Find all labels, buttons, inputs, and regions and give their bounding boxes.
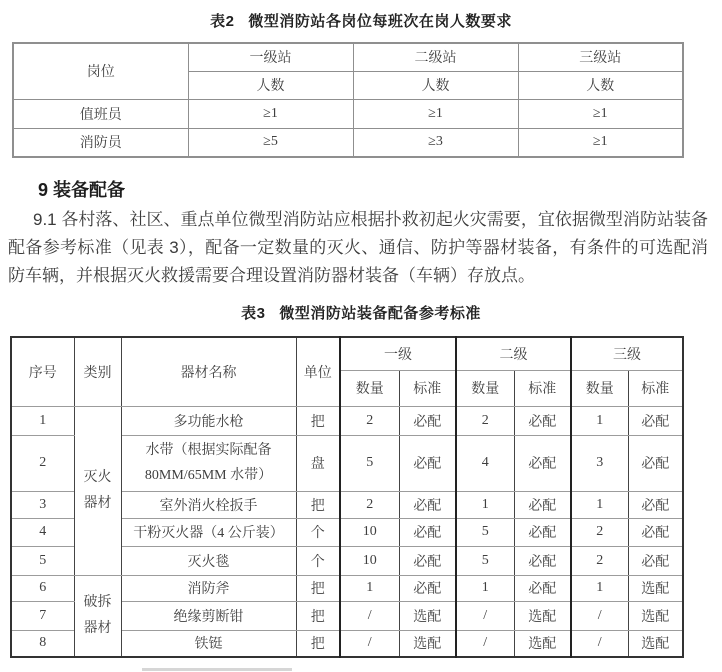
cell-post: 值班员 [13,99,188,128]
cell-category-firefighting [74,406,121,575]
header-cell-grade-3: 三级 [571,337,683,370]
header-cell-grade-2: 二级 [456,337,571,370]
cell-std: 必配 [399,491,456,518]
cell-unit: 个 [296,546,340,575]
header-cell-count: 人数 [353,71,518,99]
cell-qty: 2 [340,491,399,518]
cell-unit: 把 [296,601,340,630]
cell-std: 选配 [514,601,571,630]
cutoff-next-row-edge [142,668,292,671]
table3-title-text: 微型消防站装备配备参考标准 [279,305,481,322]
cell-qty: 5 [456,518,514,546]
header-cell-station-2: 二级站 [353,43,518,71]
cell-equipment-name: 多功能水枪 [121,406,296,435]
table2-row-firefighter [13,128,683,157]
equipment-name-line: 水带（根据实际配备 [145,443,272,458]
cell-qty: / [340,601,399,630]
cell-equipment-name: 绝缘剪断钳 [121,601,296,630]
cell-qty: / [571,601,628,630]
header-cell-station-3: 三级站 [518,43,683,71]
section-heading: 9 装备配备 [38,180,126,200]
header-cell-unit: 单位 [296,337,340,406]
cell-std: 必配 [399,518,456,546]
cell-std: 必配 [628,518,683,546]
header-cell-seq: 序号 [11,337,74,406]
cell-value: ≥1 [353,99,518,128]
cell-equipment-name: 消防斧 [121,575,296,601]
cell-seq: 3 [11,491,74,518]
equipment-name-line: 80MM/65MM 水带） [144,468,273,483]
cell-qty: 2 [340,406,399,435]
cell-unit: 把 [296,575,340,601]
cell-seq: 2 [11,435,74,491]
header-cell-count: 人数 [188,71,353,99]
table2-staffing [12,42,684,158]
cell-qty: 10 [340,546,399,575]
cell-qty: / [340,630,399,657]
cell-equipment-name: 灭火毯 [121,546,296,575]
cell-qty: 1 [571,491,628,518]
cell-seq: 7 [11,601,74,630]
cell-qty: 2 [456,406,514,435]
cell-seq: 8 [11,630,74,657]
table3-equipment [10,336,684,658]
cell-std: 必配 [514,435,571,491]
cell-std: 必配 [628,491,683,518]
header-cell-equipment: 器材名称 [121,337,296,406]
cell-unit: 盘 [296,435,340,491]
cell-qty: 10 [340,518,399,546]
cell-unit: 把 [296,406,340,435]
cell-std: 选配 [628,601,683,630]
cell-std: 选配 [628,630,683,657]
cell-qty: 1 [456,575,514,601]
cell-seq: 6 [11,575,74,601]
table3-row-1 [11,406,683,435]
section-paragraph: 9.1 各村落、社区、重点单位微型消防站应根据扑救初起火灾需要，宜依据微型消防站装备配备参考标准（见表 3），配备一定数量的灭火、通信、防护等器材装备，有条件的可选配消防车辆，并根据灭火救援需要合理设置消防器材装备（车辆）存放点。 [8,210,708,285]
cell-qty: 5 [456,546,514,575]
cell-std: 必配 [514,491,571,518]
header-cell-qty: 数量 [571,370,628,406]
table3-title [0,302,722,322]
cell-qty: / [456,601,514,630]
header-cell-std: 标准 [399,370,456,406]
cell-std: 选配 [514,630,571,657]
cell-std: 选配 [628,575,683,601]
category-line: 器材 [83,620,112,636]
table3-title-label: 表3 [241,305,266,322]
cell-equipment-name: 室外消火栓扳手 [121,491,296,518]
table3-header-row [11,337,683,370]
cell-equipment-name: 干粉灭火器（4 公斤装） [121,518,296,546]
cell-seq: 5 [11,546,74,575]
cell-qty: 1 [571,575,628,601]
cell-qty: 2 [571,518,628,546]
header-cell-std: 标准 [628,370,683,406]
header-cell-std: 标准 [514,370,571,406]
cell-std: 必配 [628,546,683,575]
cell-value: ≥1 [518,128,683,157]
cell-post: 消防员 [13,128,188,157]
cell-value: ≥1 [518,99,683,128]
category-line: 器材 [83,495,112,511]
cell-std: 必配 [399,575,456,601]
cell-std: 选配 [399,601,456,630]
cell-seq: 1 [11,406,74,435]
cell-std: 必配 [514,406,571,435]
cell-unit: 个 [296,518,340,546]
header-cell-category: 类别 [74,337,121,406]
cell-qty: 1 [571,406,628,435]
cell-std: 必配 [514,518,571,546]
cell-std: 必配 [514,546,571,575]
header-cell-station-1: 一级站 [188,43,353,71]
table2-title [0,10,722,30]
cell-unit: 把 [296,491,340,518]
cell-std: 必配 [514,575,571,601]
cell-qty: 4 [456,435,514,491]
cell-qty: 3 [571,435,628,491]
cell-std: 必配 [628,435,683,491]
cell-qty: 1 [340,575,399,601]
header-cell-post: 岗位 [13,43,188,99]
table2-row-duty-officer [13,99,683,128]
cell-qty: 2 [571,546,628,575]
cell-unit: 把 [296,630,340,657]
cell-std: 必配 [399,435,456,491]
cell-category-forcible-entry [74,575,121,657]
cell-equipment-name: 铁铤 [121,630,296,657]
cell-equipment-name [121,435,296,491]
cell-seq: 4 [11,518,74,546]
header-cell-grade-1: 一级 [340,337,456,370]
table2-title-text: 微型消防站各岗位每班次在岗人数要求 [248,13,512,30]
category-line: 破拆 [83,594,112,610]
category-line: 灭火 [83,469,112,485]
table2-title-label: 表2 [210,13,235,30]
header-cell-qty: 数量 [456,370,514,406]
table3-row-6 [11,575,683,601]
cell-value: ≥3 [353,128,518,157]
cell-qty: / [456,630,514,657]
header-cell-count: 人数 [518,71,683,99]
cell-std: 必配 [399,546,456,575]
cell-std: 选配 [399,630,456,657]
cell-value: ≥5 [188,128,353,157]
cell-std: 必配 [399,406,456,435]
cell-std: 必配 [628,406,683,435]
cell-qty: / [571,630,628,657]
cell-qty: 1 [456,491,514,518]
cell-value: ≥1 [188,99,353,128]
table2-header-row [13,43,683,71]
header-cell-qty: 数量 [340,370,399,406]
cell-qty: 5 [340,435,399,491]
